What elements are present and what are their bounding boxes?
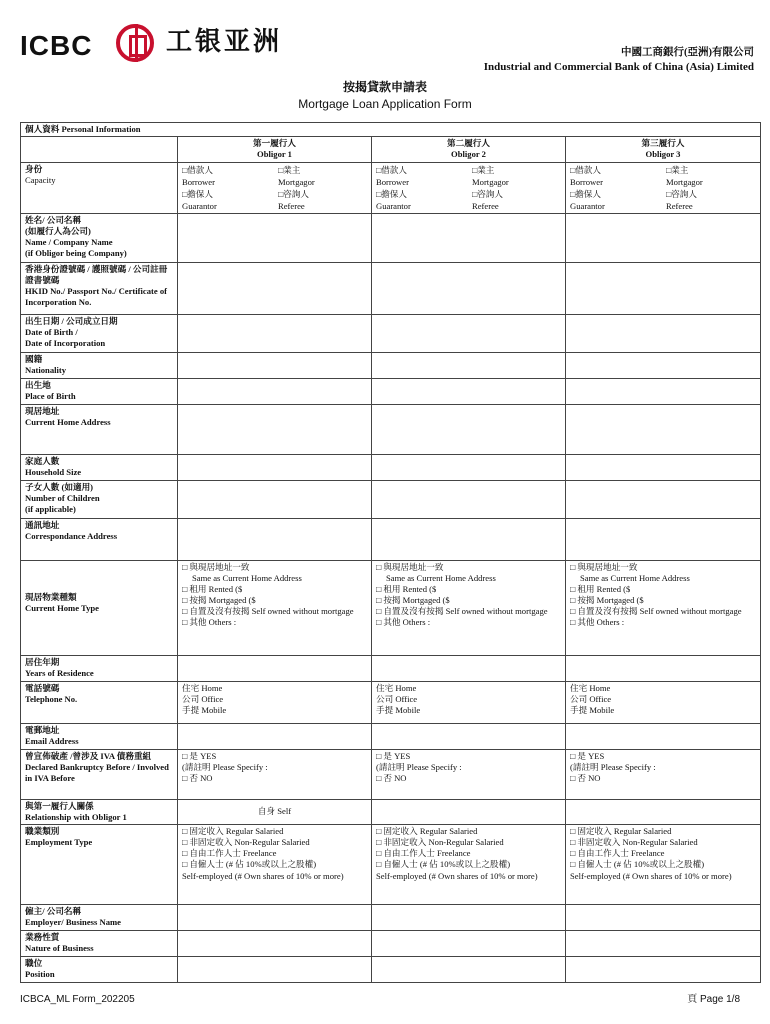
telephone-fields-2[interactable]: 住宅 Home 公司 Office 手提 Mobile [372, 681, 566, 723]
obligor-1-header: 第一履行人 Obligor 1 [178, 137, 372, 162]
hkid-field-2[interactable] [372, 262, 566, 314]
logo-text: ICBC [20, 30, 93, 61]
household-field-2[interactable] [372, 454, 566, 480]
name-field-1[interactable] [178, 213, 372, 262]
household-field-1[interactable] [178, 454, 372, 480]
household-label: 家庭人數 Household Size [21, 454, 178, 480]
bank-name-zh: 中國工商銀行(亞洲)有限公司 [621, 47, 754, 58]
email-field-2[interactable] [372, 723, 566, 749]
employer-field-1[interactable] [178, 904, 372, 930]
nature-field-2[interactable] [372, 930, 566, 956]
section-header: 個人資料 Personal Information [21, 123, 761, 137]
address-field-3[interactable] [566, 404, 761, 454]
bank-name-en: Industrial and Commercial Bank of China (Asia) Limited [483, 61, 754, 73]
years-field-3[interactable] [566, 655, 761, 681]
hkid-field-1[interactable] [178, 262, 372, 314]
bankruptcy-options-1[interactable]: □ 是 YES (請註明 Please Specify : □ 否 NO [178, 749, 372, 799]
logo-chinese: 工银亚洲 [166, 27, 283, 57]
capacity-options-2[interactable]: □借款人 Borrower □擔保人 Guarantor □業主 Mortgagor □咨詢人 Referee [372, 162, 566, 213]
home-type-options-1[interactable]: □ 與現居地址一致 Same as Current Home Address □ 租用 Rented ($ □ 按揭 Mortgaged ($ □ 自置及沒有按揭 Self owned without mortgage □ 其他 Others : [178, 560, 372, 655]
corr-address-label: 通訊地址 Correspondance Address [21, 518, 178, 560]
employer-field-3[interactable] [566, 904, 761, 930]
nationality-field-3[interactable] [566, 352, 761, 378]
dob-label: 出生日期 / 公司成立日期 Date of Birth / Date of Incorporation [21, 314, 178, 352]
name-field-3[interactable] [566, 213, 761, 262]
email-field-3[interactable] [566, 723, 761, 749]
obligor-3-header: 第三履行人 Obligor 3 [566, 137, 761, 162]
nationality-field-1[interactable] [178, 352, 372, 378]
home-type-options-2[interactable]: □ 與現居地址一致 Same as Current Home Address □ 租用 Rented ($ □ 按揭 Mortgaged ($ □ 自置及沒有按揭 Self owned without mortgage □ 其他 Others : [372, 560, 566, 655]
bankruptcy-label: 曾宣佈破產 /曾涉及 IVA 債務重組 Declared Bankruptcy Before / Involved in IVA Before [21, 749, 178, 799]
employment-type-label: 職業類別 Employment Type [21, 824, 178, 904]
telephone-fields-1[interactable]: 住宅 Home 公司 Office 手提 Mobile [178, 681, 372, 723]
capacity-label: 身份 Capacity [21, 162, 178, 213]
icbc-logo [20, 24, 320, 64]
children-label: 子女人數 (如適用) Number of Children (if applicable) [21, 480, 178, 518]
children-field-1[interactable] [178, 480, 372, 518]
corr-address-field-3[interactable] [566, 518, 761, 560]
relationship-self: 自身 Self [178, 799, 372, 824]
nature-label: 業務性質 Nature of Business [21, 930, 178, 956]
pob-label: 出生地 Place of Birth [21, 378, 178, 404]
relationship-field-2[interactable] [372, 799, 566, 824]
email-field-1[interactable] [178, 723, 372, 749]
employer-field-2[interactable] [372, 904, 566, 930]
email-label: 電郵地址 Email Address [21, 723, 178, 749]
nationality-field-2[interactable] [372, 352, 566, 378]
corr-address-field-1[interactable] [178, 518, 372, 560]
nationality-label: 國籍 Nationality [21, 352, 178, 378]
obligor-2-header: 第二履行人 Obligor 2 [372, 137, 566, 162]
bankruptcy-options-3[interactable]: □ 是 YES (請註明 Please Specify : □ 否 NO [566, 749, 761, 799]
position-field-2[interactable] [372, 956, 566, 982]
employer-label: 僱主/ 公司名稱 Employer/ Business Name [21, 904, 178, 930]
employment-options-2[interactable]: □ 固定收入 Regular Salaried □ 非固定收入 Non-Regular Salaried □ 自由工作人士 Freelance □ 自僱人士 (# 佔 10%或以上之股權) Self-employed (# Own shares of 10% or more) [372, 824, 566, 904]
position-label: 職位 Position [21, 956, 178, 982]
nature-field-3[interactable] [566, 930, 761, 956]
telephone-label: 電話號碼 Telephone No. [21, 681, 178, 723]
dob-field-1[interactable] [178, 314, 372, 352]
form-title-zh: 按揭貸款申請表 [342, 80, 427, 94]
address-field-1[interactable] [178, 404, 372, 454]
years-field-2[interactable] [372, 655, 566, 681]
form-title-en: Mortgage Loan Application Form [298, 97, 472, 111]
bankruptcy-options-2[interactable]: □ 是 YES (請註明 Please Specify : □ 否 NO [372, 749, 566, 799]
pob-field-3[interactable] [566, 378, 761, 404]
capacity-options-3[interactable]: □借款人 Borrower □擔保人 Guarantor □業主 Mortgagor □咨詢人 Referee [566, 162, 761, 213]
capacity-options-1[interactable]: □借款人 Borrower □擔保人 Guarantor □業主 Mortgagor □咨詢人 Referee [178, 162, 372, 213]
personal-info-table [20, 122, 761, 983]
address-label: 現居地址 Current Home Address [21, 404, 178, 454]
children-field-3[interactable] [566, 480, 761, 518]
pob-field-2[interactable] [372, 378, 566, 404]
relationship-field-3[interactable] [566, 799, 761, 824]
page-number: 頁 Page 1/8 [687, 994, 740, 1005]
relationship-label: 與第一履行人關係 Relationship with Obligor 1 [21, 799, 178, 824]
employment-options-1[interactable]: □ 固定收入 Regular Salaried □ 非固定收入 Non-Regular Salaried □ 自由工作人士 Freelance □ 自僱人士 (# 佔 10%或以上之股權) Self-employed (# Own shares of 10% or more) [178, 824, 372, 904]
name-field-2[interactable] [372, 213, 566, 262]
address-field-2[interactable] [372, 404, 566, 454]
home-type-options-3[interactable]: □ 與現居地址一致 Same as Current Home Address □ 租用 Rented ($ □ 按揭 Mortgaged ($ □ 自置及沒有按揭 Self owned without mortgage □ 其他 Others : [566, 560, 761, 655]
hkid-field-3[interactable] [566, 262, 761, 314]
years-label: 居住年期 Years of Residence [21, 655, 178, 681]
home-type-label: 現居物業種類 Current Home Type [21, 560, 178, 655]
form-code: ICBCA_ML Form_202205 [20, 994, 135, 1005]
years-field-1[interactable] [178, 655, 372, 681]
household-field-3[interactable] [566, 454, 761, 480]
employment-options-3[interactable]: □ 固定收入 Regular Salaried □ 非固定收入 Non-Regular Salaried □ 自由工作人士 Freelance □ 自僱人士 (# 佔 10%或以上之股權) Self-employed (# Own shares of 10% or more) [566, 824, 761, 904]
dob-field-2[interactable] [372, 314, 566, 352]
icbc-emblem-icon [116, 24, 154, 62]
telephone-fields-3[interactable]: 住宅 Home 公司 Office 手提 Mobile [566, 681, 761, 723]
hkid-label: 香港身份證號碼 / 護照號碼 / 公司註冊證書號碼 HKID No./ Passport No./ Certificate of Incorporation No. [21, 262, 178, 314]
name-label: 姓名/ 公司名稱 (如履行人為公司) Name / Company Name (if Obligor being Company) [21, 213, 178, 262]
nature-field-1[interactable] [178, 930, 372, 956]
corr-address-field-2[interactable] [372, 518, 566, 560]
children-field-2[interactable] [372, 480, 566, 518]
position-field-3[interactable] [566, 956, 761, 982]
pob-field-1[interactable] [178, 378, 372, 404]
position-field-1[interactable] [178, 956, 372, 982]
dob-field-3[interactable] [566, 314, 761, 352]
